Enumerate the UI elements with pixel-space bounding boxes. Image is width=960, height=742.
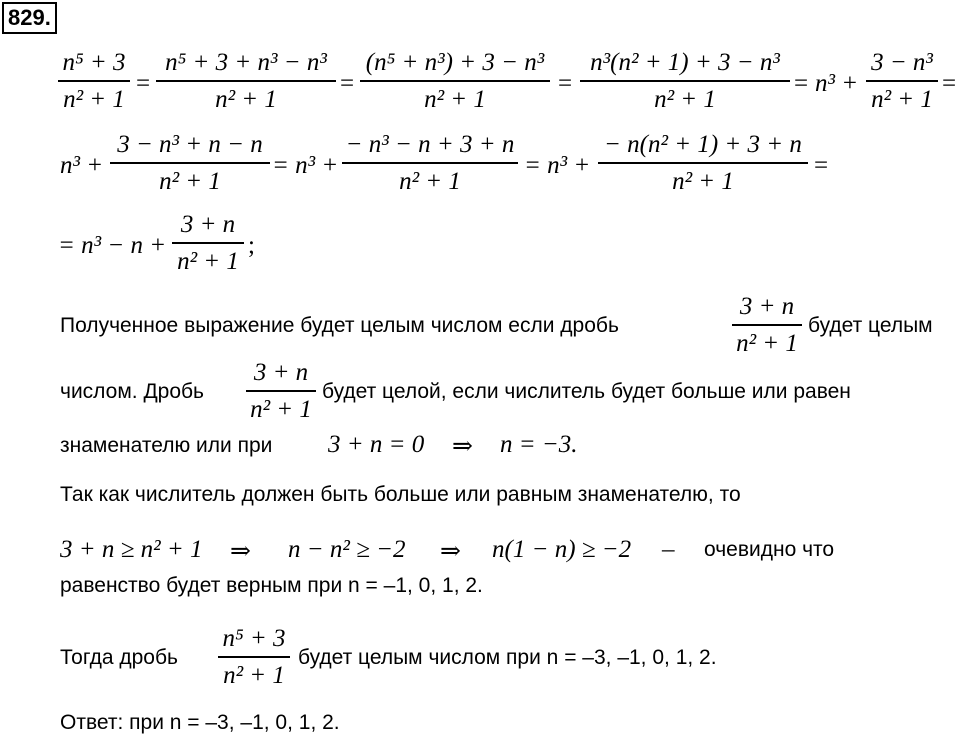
denominator: n² + 1	[223, 661, 285, 689]
paragraph-text: Так как числитель должен быть больше или равным знаменателю, то	[60, 483, 741, 506]
numerator: (n⁵ + n³) + 3 − n³	[365, 49, 545, 76]
fraction-bar	[342, 162, 518, 164]
denominator: n² + 1	[424, 85, 486, 113]
paragraph-text: знаменателю или при	[60, 434, 273, 457]
fraction	[58, 48, 130, 115]
equation: 3 + n = 0	[328, 431, 425, 458]
numerator: n⁵ + 3 + n³ − n³	[165, 49, 327, 76]
denominator: n² + 1	[63, 85, 125, 113]
answer-text: Ответ: при n = –3, –1, 0, 1, 2.	[60, 711, 340, 734]
implies-arrow: ⇒	[230, 538, 251, 565]
fraction-bar	[218, 656, 290, 658]
paragraph-text: будет целым	[808, 314, 933, 337]
numerator: 3 + n	[739, 293, 795, 320]
fraction-bar	[172, 242, 244, 244]
fraction	[218, 624, 290, 691]
numerator: 3 − n³ + n − n	[117, 131, 263, 158]
numerator: n⁵ + 3	[222, 625, 286, 652]
fraction	[732, 292, 802, 359]
fraction-bar	[246, 390, 316, 392]
numerator: − n³ − n + 3 + n	[345, 131, 515, 158]
semicolon: ;	[248, 232, 255, 259]
term: = n³ − n +	[58, 232, 167, 259]
paragraph-text: очевидно что	[704, 538, 835, 561]
numerator: n³(n² + 1) + 3 − n³	[590, 49, 780, 76]
paragraph-text: Тогда дробь	[60, 646, 178, 669]
inequality: 3 + n ≥ n² + 1	[60, 536, 203, 563]
problem-number: 829.	[2, 2, 57, 34]
fraction	[246, 358, 316, 425]
inequality: n(1 − n) ≥ −2	[492, 536, 632, 563]
fraction-bar	[732, 324, 802, 326]
fraction	[172, 210, 244, 277]
denominator: n² + 1	[672, 167, 734, 195]
paragraph-text: будет целым числом при n = –3, –1, 0, 1, 2.	[298, 646, 717, 669]
equals-sign: =	[136, 70, 151, 97]
equals-sign: =	[340, 70, 355, 97]
numerator: 3 + n	[253, 359, 309, 386]
fraction-bar	[866, 80, 938, 82]
term: = n³ +	[272, 152, 339, 179]
fraction	[580, 48, 790, 115]
paragraph-text: Полученное выражение будет целым числом если дробь	[60, 314, 619, 337]
denominator: n² + 1	[871, 85, 933, 113]
denominator: n² + 1	[177, 247, 239, 275]
numerator: − n(n² + 1) + 3 + n	[604, 131, 802, 158]
implies-arrow: ⇒	[440, 538, 461, 565]
fraction	[866, 48, 938, 115]
equation: n = −3.	[500, 431, 578, 458]
dash: –	[662, 536, 675, 563]
equals-sign: =	[814, 152, 829, 179]
paragraph-text: числом. Дробь	[60, 380, 204, 403]
fraction	[110, 130, 270, 197]
term: n³ +	[60, 152, 104, 179]
fraction-bar	[580, 80, 790, 82]
numerator: n⁵ + 3	[62, 49, 126, 76]
denominator: n² + 1	[736, 329, 798, 357]
term: n³ +	[815, 70, 859, 97]
equals-sign: =	[942, 70, 957, 97]
numerator: 3 − n³	[871, 49, 933, 76]
paragraph-text: равенство будет верным при n = –1, 0, 1, 2.	[60, 574, 483, 597]
equals-sign: =	[558, 70, 573, 97]
fraction	[342, 130, 518, 197]
denominator: n² + 1	[399, 167, 461, 195]
fraction	[360, 48, 550, 115]
numerator: 3 + n	[180, 211, 236, 238]
fraction-bar	[110, 162, 270, 164]
paragraph-text: будет целой, если числитель будет больше или равен	[322, 380, 851, 403]
fraction	[156, 48, 336, 115]
inequality: n − n² ≥ −2	[288, 536, 406, 563]
denominator: n² + 1	[159, 167, 221, 195]
fraction-bar	[360, 80, 550, 82]
implies-arrow: ⇒	[452, 433, 473, 460]
equals-sign: =	[794, 70, 809, 97]
fraction-bar	[598, 162, 808, 164]
denominator: n² + 1	[654, 85, 716, 113]
term: = n³ +	[524, 152, 591, 179]
fraction-bar	[58, 80, 130, 82]
denominator: n² + 1	[250, 395, 312, 423]
fraction	[598, 130, 808, 197]
denominator: n² + 1	[215, 85, 277, 113]
fraction-bar	[156, 80, 336, 82]
